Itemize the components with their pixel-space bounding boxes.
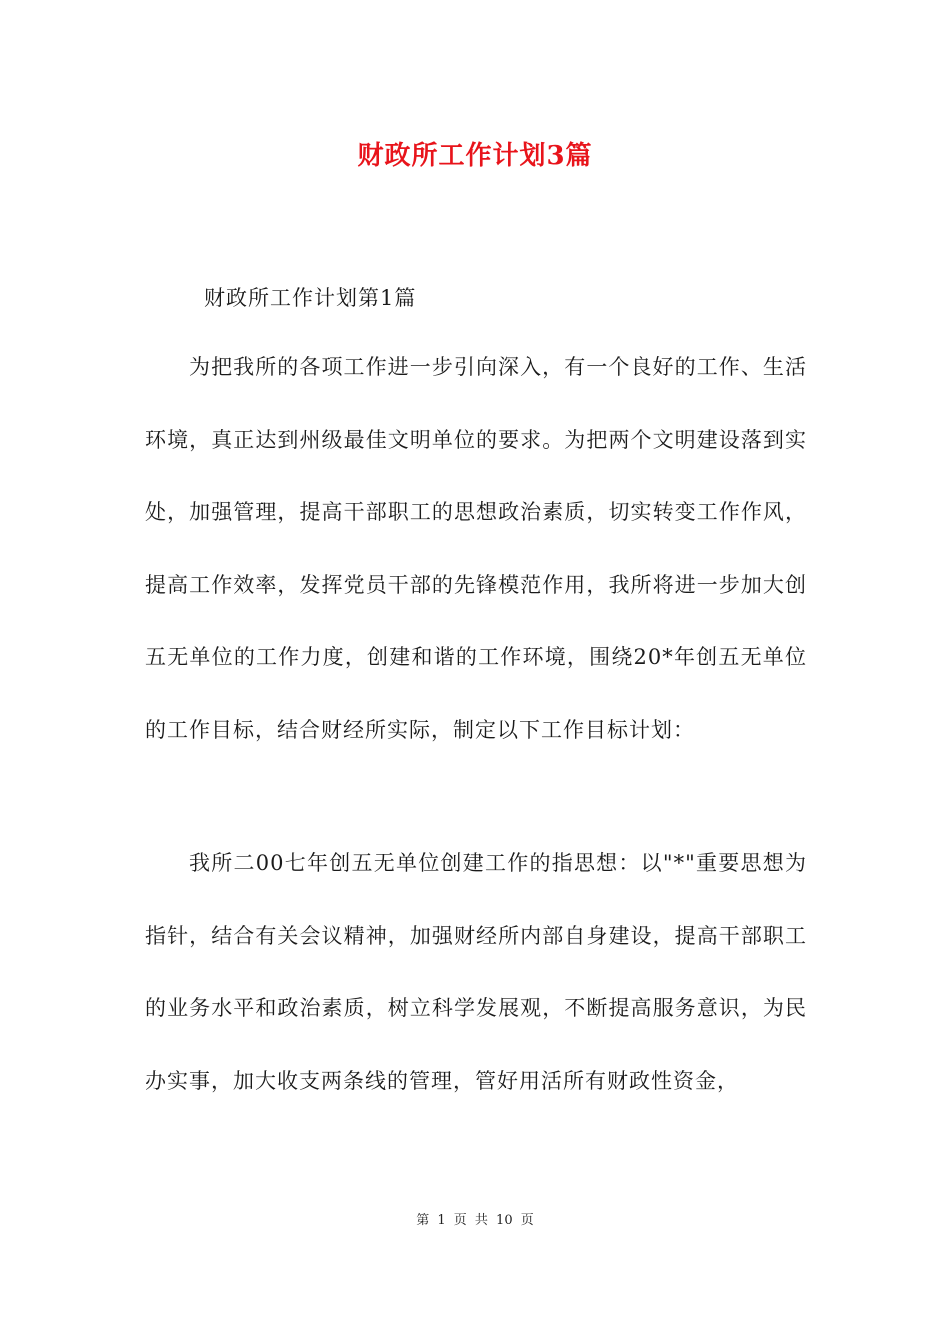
section-heading: 财政所工作计划第1篇	[204, 286, 417, 310]
paragraph-2: 我所二00七年创五无单位创建工作的指思想：以"*"重要思想为指针，结合有关会议精神，加强财经所内部自身建设，提高干部职工的业务水平和政治素质，树立科学发展观，不断提高服务意识，为民办实事，加大收支两条线的管理，管好用活所有财政性资金，	[145, 851, 807, 1093]
paragraph-1: 为把我所的各项工作进一步引向深入，有一个良好的工作、生活环境，真正达到州级最佳文明单位的要求。为把两个文明建设落到实处，加强管理，提高干部职工的思想政治素质，切实转变工作作风，提高工作效率，发挥党员干部的先锋模范作用，我所将进一步加大创五无单位的工作力度，创建和谐的工作环境，围绕20*年创五无单位的工作目标，结合财经所实际，制定以下工作目标计划：	[145, 355, 807, 742]
page-footer: 第 1 页 共 10 页	[416, 1213, 534, 1228]
document-title: 财政所工作计划3篇	[357, 141, 593, 171]
